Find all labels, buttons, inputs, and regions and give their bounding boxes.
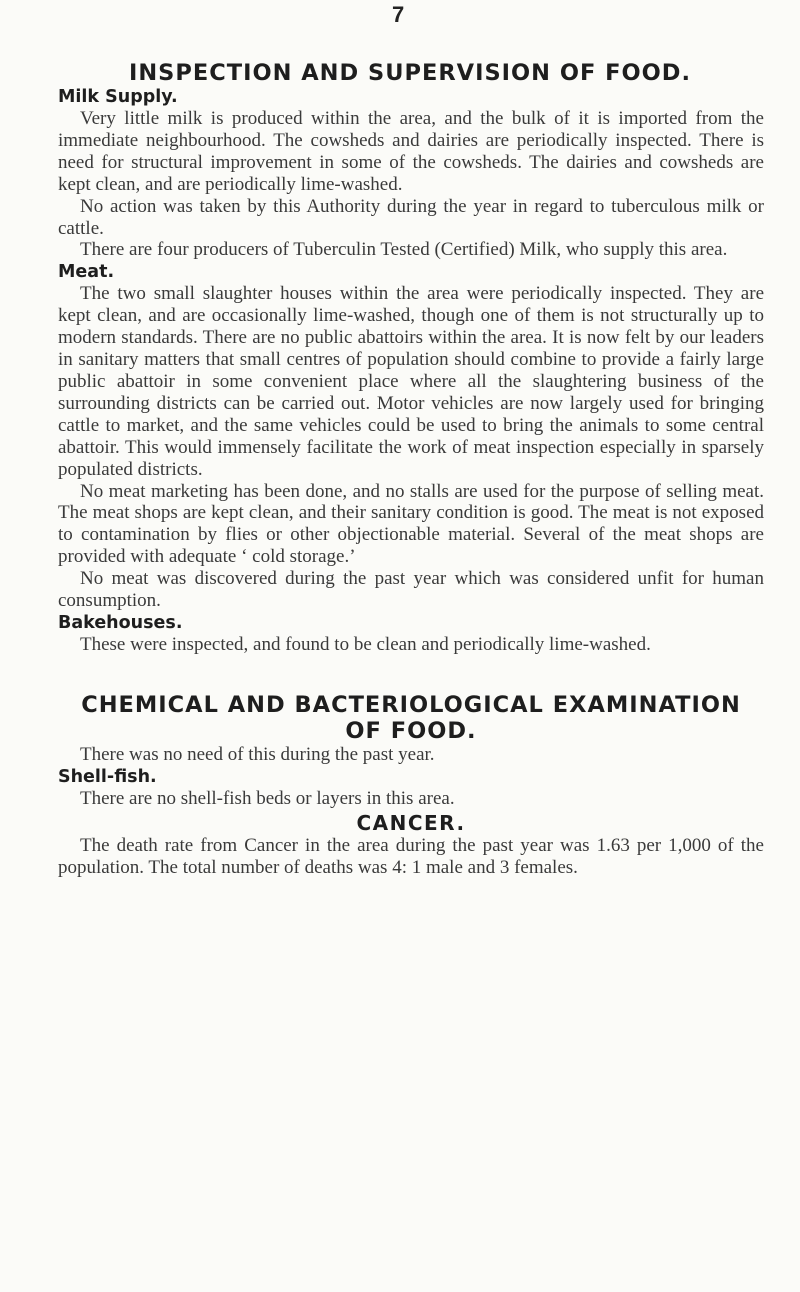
page-number: 7: [392, 2, 405, 27]
cancer-paragraph: The death rate from Cancer in the area during the past year was 1.63 per 1,000 of the population. The total number of deaths was 4: 1 male and 3 females.: [58, 834, 764, 878]
chemical-examination-heading: CHEMICAL AND BACTERIOLOGICAL EXAMINATION: [81, 691, 741, 718]
milk-paragraph-2: No action was taken by this Authority during the year in regard to tuberculous milk or cattle.: [58, 195, 764, 239]
food-inspection-heading: INSPECTION AND SUPERVISION OF FOOD.: [128, 60, 692, 86]
chemical-examination-heading-cont: OF FOOD.: [345, 717, 477, 744]
shell-fish-heading: Shell-fish.: [58, 766, 157, 787]
shell-fish-paragraph: There are no shell-fish beds or layers in this area.: [80, 787, 455, 809]
meat-paragraph-2: No meat marketing has been done, and no stalls are used for the purpose of selling meat. The meat shops are kept clean, and their sanitary condition is good. The meat is not exposed to contamination by flies or other objectionable material. Several of the meat shops are provided with adequate ‘ cold storage.’: [58, 480, 764, 568]
milk-supply-heading: Milk Supply.: [58, 87, 178, 107]
cancer-heading: CANCER.: [356, 810, 466, 835]
bakehouses-heading: Bakehouses.: [58, 612, 183, 633]
meat-paragraph-1: The two small slaughter houses within the area were periodically inspected. They are kept clean, and are occasionally lime-washed, though one of them is not structurally up to modern standards. There are no public abattoirs within the area. It is now felt by our leaders in sanitary matters that small centres of population should combine to provide a fairly large public abattoir in some convenient place where all the slaughtering business of the surrounding districts can be carried out. Motor vehicles are now largely used for bringing cattle to market, and the same vehicles could be used to bring the animals to some central abattoir. This would immensely facilitate the work of meat inspection especially in sparsely populated districts.: [58, 283, 764, 480]
text-column: [58, 60, 764, 878]
chemical-paragraph: There was no need of this during the past year.: [80, 743, 435, 765]
milk-paragraph-1: Very little milk is produced within the area, and the bulk of it is imported from the immediate neighbourhood. The cowsheds and dairies are periodically inspected. There is need for structural improvement in some of the cowsheds. The dairies and cowsheds are kept clean, and are periodically lime-washed.: [58, 108, 764, 195]
meat-paragraph-3: No meat was discovered during the past year which was considered unfit for human consumption.: [58, 568, 764, 612]
milk-paragraph-3: There are four producers of Tuberculin Tested (Certified) Milk, who supply this area.: [80, 239, 728, 261]
bakehouses-paragraph: These were inspected, and found to be clean and periodically lime-washed.: [80, 633, 651, 655]
meat-heading: Meat.: [58, 262, 115, 283]
